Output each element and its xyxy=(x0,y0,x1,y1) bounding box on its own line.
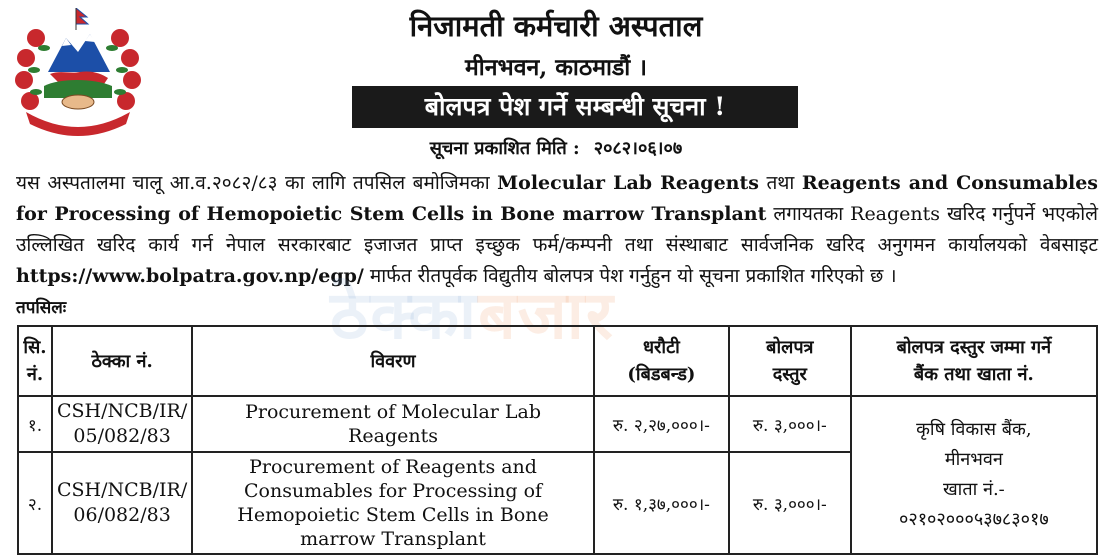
watermark-part-2: बजार xyxy=(478,277,615,354)
contract-no-line-2: 05/082/83 xyxy=(73,425,171,447)
account-label: खाता नं.- xyxy=(942,479,1005,500)
hospital-name: निजामती कर्मचारी अस्पताल xyxy=(409,9,703,43)
notice-title-banner: बोलपत्र पेश गर्ने सम्बन्धी सूचना ! xyxy=(352,86,798,128)
header-fee-line-2: दस्तुर xyxy=(772,364,807,385)
bolpatra-website-link[interactable]: https://www.bolpatra.gov.np/egp/ xyxy=(16,265,364,287)
body-text-segment: तथा xyxy=(758,172,802,194)
table-header-row xyxy=(18,326,1097,396)
row-contract-no xyxy=(52,452,192,554)
row-serial: २. xyxy=(18,452,52,554)
row-contract-no xyxy=(52,396,192,452)
header-fee-line-1: बोलपत्र xyxy=(766,337,814,358)
contract-no-line-1: CSH/NCB/IR/ xyxy=(56,400,188,422)
tender-details-table xyxy=(17,325,1098,555)
published-date-value: २०८२।०६।०७ xyxy=(593,138,683,159)
published-date-line xyxy=(0,136,1112,160)
row-deposit: रु. २,२७,०००।- xyxy=(594,396,729,452)
watermark-part-1: ठेक्का xyxy=(330,277,479,354)
row-description: Procurement of Reagents and Consumables for Processing of Hemopoietic Stem Cells in Bone marrow Transplant xyxy=(192,452,594,554)
header-bank-line-1: बोलपत्र दस्तुर जम्मा गर्ने xyxy=(896,337,1052,358)
bank-branch: मीनभवन xyxy=(944,449,1003,470)
header-deposit-line-1: धरौटी xyxy=(642,337,680,358)
body-text-segment: लगायतका Reagents खरिद गर्नुपर्ने भएकोले उल्लिखित खरिद कार्य गर्न नेपाल सरकारबाट इजाजत प्राप्त इच्छुक फर्म/कम्पनी तथा संस्थाबाट सार्वजनिक खरिद अनुगमन कार्यालयको वेबसाइट xyxy=(16,203,1098,256)
hospital-address: मीनभवन, काठमाडौं । xyxy=(465,54,647,81)
bank-account-cell xyxy=(851,396,1097,554)
header-bid-fee xyxy=(729,326,851,396)
contract-no-line-1: CSH/NCB/IR/ xyxy=(56,479,188,501)
row-description: Procurement of Molecular Lab Reagents xyxy=(192,396,594,452)
details-label: तपसिलः xyxy=(16,298,67,318)
header-bank-line-2: बैंक तथा खाता नं. xyxy=(913,364,1034,385)
header-deposit xyxy=(594,326,729,396)
account-number: ०२१०२०००५३७८३०१७ xyxy=(898,509,1049,530)
body-bold-item-1: Molecular Lab Reagents xyxy=(497,172,759,194)
row-bid-fee: रु. ३,०००।- xyxy=(729,396,851,452)
header-serial: सि. नं. xyxy=(18,326,52,396)
body-bold-item-2: Reagents and Consumables for Processing of Hemopoietic Stem Cells in Bone marrow Transplant xyxy=(16,172,1098,225)
row-serial: १. xyxy=(18,396,52,452)
row-deposit: रु. १,३७,०००।- xyxy=(594,452,729,554)
published-date-label: सूचना प्रकाशित मिति : xyxy=(429,138,580,159)
table-row xyxy=(18,396,1097,452)
bank-name: कृषि विकास बैंक, xyxy=(916,419,1032,440)
header-bank-account xyxy=(851,326,1097,396)
header-description: विवरण xyxy=(192,326,594,396)
body-text-segment: मार्फत रीतपूर्वक विद्युतीय बोलपत्र पेश गर्नुहुन यो सूचना प्रकाशित गरिएको छ । xyxy=(363,265,897,287)
body-text-segment: यस अस्पतालमा चालू आ.व.२०८२/८३ का लागि तपसिल बमोजिमका xyxy=(16,172,498,194)
row-bid-fee: रु. ३,०००।- xyxy=(729,452,851,554)
header-deposit-line-2: (बिडबन्ड) xyxy=(627,364,696,385)
notice-body-paragraph xyxy=(16,168,1098,292)
contract-no-line-2: 06/082/83 xyxy=(73,504,171,526)
header-contract-no: ठेक्का नं. xyxy=(52,326,192,396)
